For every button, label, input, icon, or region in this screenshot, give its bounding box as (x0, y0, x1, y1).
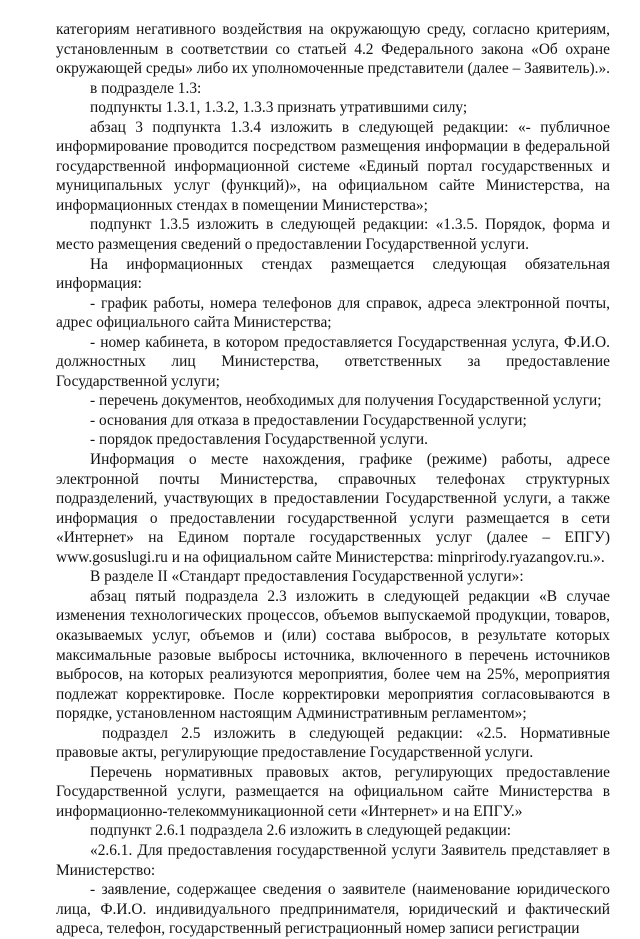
paragraph: - порядок предоставления Государственной услуги. (90, 431, 428, 449)
paragraph: - график работы, номера телефонов для справок, адреса электронной почты, адрес официального сайта Министерства; (56, 294, 610, 332)
paragraph: - перечень документов, необходимых для получения Государственной услуги; (90, 392, 602, 410)
paragraph: подпункт 1.3.5 изложить в следующей редакции: «1.3.5. Порядок, форма и место размещения сведений о предоставлении Государственной услуги. (56, 216, 610, 254)
paragraph: - номер кабинета, в котором предоставляется Государственная услуга, Ф.И.О. должностных лиц Министерства, ответственных за предоставление Государственной услуги; (56, 333, 610, 390)
paragraph: - основания для отказа в предоставлении Государственной услуги; (90, 411, 527, 429)
paragraph: На информационных стендах размещается следующая обязательная информация: (56, 255, 610, 293)
paragraph: - заявление, содержащее сведения о заявителе (наименование юридического лица, Ф.И.О. индивидуального предпринимателя, юридический и фактический адреса, телефон, государственный регистрационный номер записи регистрации (56, 881, 610, 938)
paragraph: категориям негативного воздействия на окружающую среду, согласно критериям, установленным в соответствии со статьей 4.2 Федерального закона «Об охране окружающей среды» либо их уполномоченные представители (далее – Заявитель).». (56, 21, 611, 78)
paragraph: Информация о месте нахождения, графике (режиме) работы, адресе электронной почты Министерства, справочных телефонах структурных подразделений, участвующих в предоставлении Государственной услуги, а также информация о предоставлении государственной услуги размещается в сети «Интернет» на Едином портале государственных услуг (далее – ЕПГУ) www.gosuslugi.ru и на официальном сайте Министерства: minprirody.ryazangov.ru.». (56, 451, 610, 566)
paragraph: абзац пятый подраздела 2.3 изложить в следующей редакции «В случае изменения технологических процессов, объемов выпускаемой продукции, товаров, оказываемых услуг, объемов и (или) состава выбросов, в результате которых максимальные разовые выбросы источника, включенного в перечень источников выбросов, на которых реализуются мероприятия, более чем на 25%, мероприятия подлежат корректировке. После корректировки мероприятия согласовываются в порядке, установленном настоящим Административным регламентом»; (56, 587, 610, 723)
paragraph: подраздел 2.5 изложить в следующей редакции: «2.5. Нормативные правовые акты, регулирующие предоставление Государственной услуги. (56, 724, 610, 762)
paragraph: подпункт 2.6.1 подраздела 2.6 изложить в следующей редакции: (90, 822, 511, 840)
paragraph: В разделе II «Стандарт предоставления Государственной услуги»: (90, 568, 524, 586)
paragraph: «2.6.1. Для предоставления государственной услуги Заявитель представляет в Министерство: (56, 841, 610, 879)
paragraph: подпункты 1.3.1, 1.3.2, 1.3.3 признать утратившими силу; (90, 99, 468, 117)
paragraph: абзац 3 подпункта 1.3.4 изложить в следующей редакции: «- публичное информирование проводится посредством размещения информации в федеральной государственной информационной системе «Единый портал государственных и муниципальных услуг (функций)», на официальном сайте Министерства, на информационных стендах в помещении Министерства»; (56, 118, 610, 214)
paragraph: Перечень нормативных правовых актов, регулирующих предоставление Государственной услуги, размещается на официальном сайте Министерства в информационно-телекоммуникационной сети «Интернет» и на ЕПГУ.» (56, 763, 610, 820)
paragraph: в подразделе 1.3: (90, 79, 202, 97)
